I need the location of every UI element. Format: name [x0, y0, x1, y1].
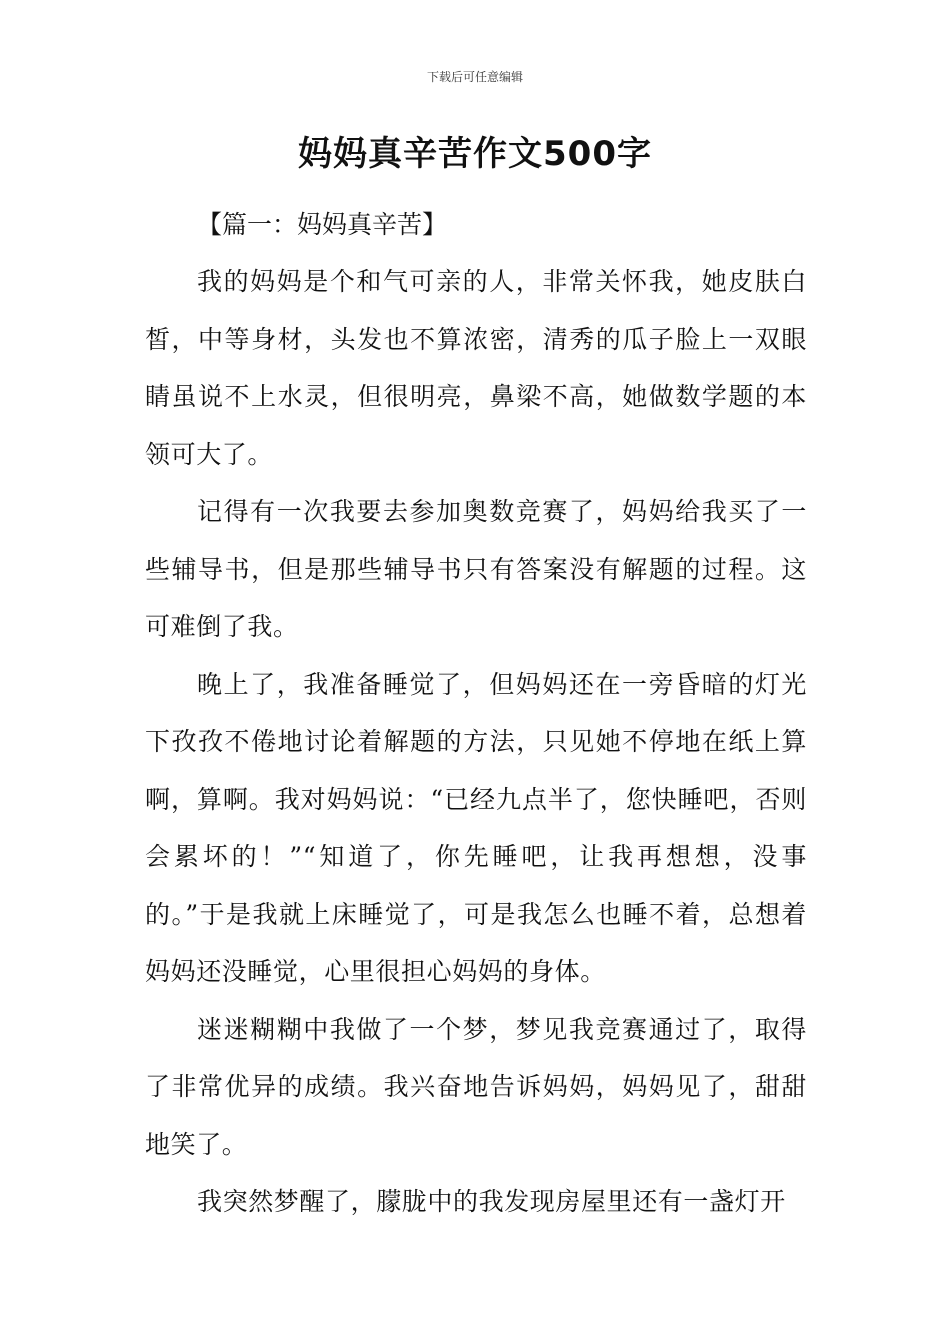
section-heading: 【篇一：妈妈真辛苦】 [197, 210, 448, 239]
paragraph-1: 我的妈妈是个和气可亲的人，非常关怀我，她皮肤白皙，中等身材，头发也不算浓密，清秀的瓜子脸上一双眼睛虽说不上水灵，但很明亮，鼻梁不高，她做数学题的本领可大了。 [145, 267, 807, 469]
paragraph-4: 迷迷糊糊中我做了一个梦，梦见我竞赛通过了，取得了非常优异的成绩。我兴奋地告诉妈妈，妈妈见了，甜甜地笑了。 [145, 1014, 807, 1159]
document-body [145, 196, 807, 1231]
paragraph-5: 我突然梦醒了，朦胧中的我发现房屋里还有一盏灯开 [197, 1187, 786, 1216]
paragraph-3: 晚上了，我准备睡觉了，但妈妈还在一旁昏暗的灯光下孜孜不倦地讨论着解题的方法，只见她不停地在纸上算啊，算啊。我对妈妈说：“已经九点半了，您快睡吧，否则会累坏的！”“知道了，你先睡吧，让我再想想，没事的。”于是我就上床睡觉了，可是我怎么也睡不着，总想着妈妈还没睡觉，心里很担心妈妈的身体。 [145, 669, 807, 986]
header-note: 下载后可任意编辑 [426, 70, 523, 84]
document-title: 妈妈真辛苦作文500字 [298, 134, 652, 174]
paragraph-2: 记得有一次我要去参加奥数竞赛了，妈妈给我买了一些辅导书，但是那些辅导书只有答案没有解题的过程。这可难倒了我。 [145, 497, 807, 641]
